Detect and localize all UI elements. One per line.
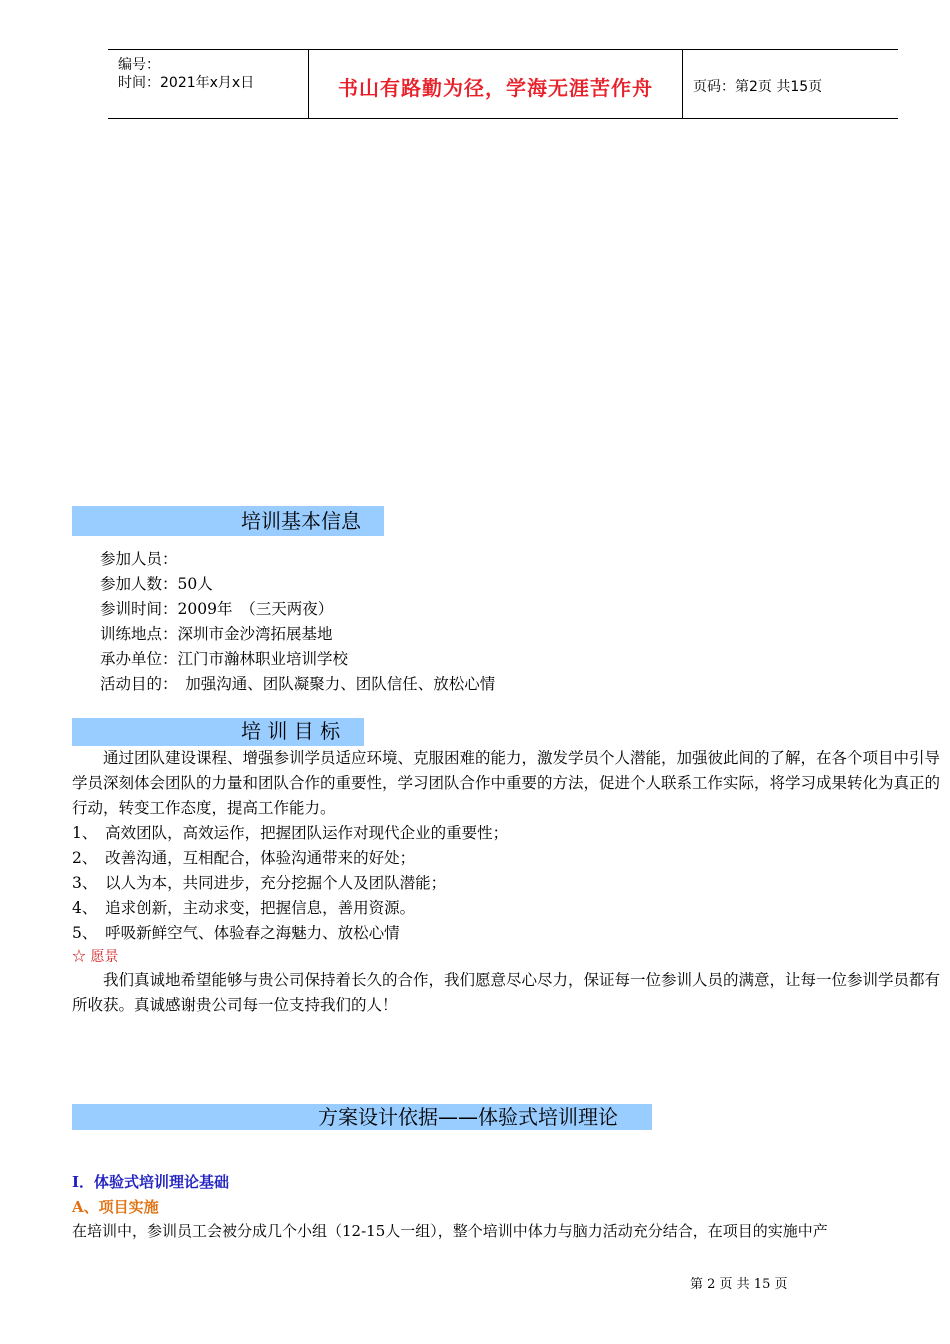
info-participants: 参加人员： [100, 550, 178, 568]
goals-intro-paragraph: 通过团队建设课程、增强参训学员适应环境、克服困难的能力，激发学员个人潜能，加强彼此间的了解，在各个项目中引导学员深刻体会团队的力量和团队合作的重要性，学习团队合作中重要的方法，促进个人联系工作实际，将学习成果转化为真正的行动，转变工作态度，提高工作能力。 [72, 749, 941, 817]
section-title-theory: 方案设计依据——体验式培训理论 [318, 1105, 618, 1129]
vision-paragraph: 我们真诚地希望能够与贵公司保持着长久的合作，我们愿意尽心尽力，保证每一位参训人员的满意，让每一位参训学员都有所收获。真诚感谢贵公司每一位支持我们的人！ [72, 971, 941, 1014]
header-page-number: 页码：第2页 共15页 [693, 79, 823, 95]
info-training-time: 参训时间：2009年 （三天两夜） [100, 600, 334, 618]
document-time-label: 时间：2021年x月x日 [118, 75, 255, 91]
goal-item-3: 3、 以人为本，共同进步，充分挖掘个人及团队潜能； [72, 874, 447, 892]
info-purpose: 活动目的： 加强沟通、团队凝聚力、团队信任、放松心情 [100, 675, 496, 693]
info-training-location: 训练地点：深圳市金沙湾拓展基地 [100, 625, 333, 643]
theory-subheading-implementation: A、项目实施 [72, 1198, 159, 1216]
goal-item-5: 5、 呼吸新鲜空气、体验春之海魅力、放松心情 [72, 924, 400, 942]
theory-body-text: 在培训中，参训员工会被分成几个小组（12-15人一组），整个培训中体力与脑力活动充分结合，在项目的实施中产 [72, 1222, 828, 1240]
vision-heading: ☆ 愿景 [72, 949, 119, 965]
header-page-cell [683, 50, 898, 118]
header-motto-cell [309, 50, 683, 118]
page-header [108, 49, 898, 119]
goal-item-1: 1、 高效团队，高效运作，把握团队运作对现代企业的重要性； [72, 824, 509, 842]
section-title-goals: 培 训 目 标 [241, 719, 341, 743]
info-organizer: 承办单位：江门市瀚林职业培训学校 [100, 650, 349, 668]
header-motto: 书山有路勤为径，学海无涯苦作舟 [338, 76, 653, 100]
goal-item-2: 2、 改善沟通，互相配合，体验沟通带来的好处； [72, 849, 416, 867]
info-participant-count: 参加人数：50人 [100, 575, 213, 593]
goal-item-4: 4、 追求创新，主动求变，把握信息，善用资源。 [72, 899, 416, 917]
header-meta-cell [108, 50, 309, 118]
document-id-label: 编号： [118, 57, 160, 73]
section-title-basic-info: 培训基本信息 [241, 509, 361, 533]
theory-subheading-basis: I．体验式培训理论基础 [72, 1173, 230, 1191]
page-footer-number: 第 2 页 共 15 页 [690, 1277, 788, 1292]
